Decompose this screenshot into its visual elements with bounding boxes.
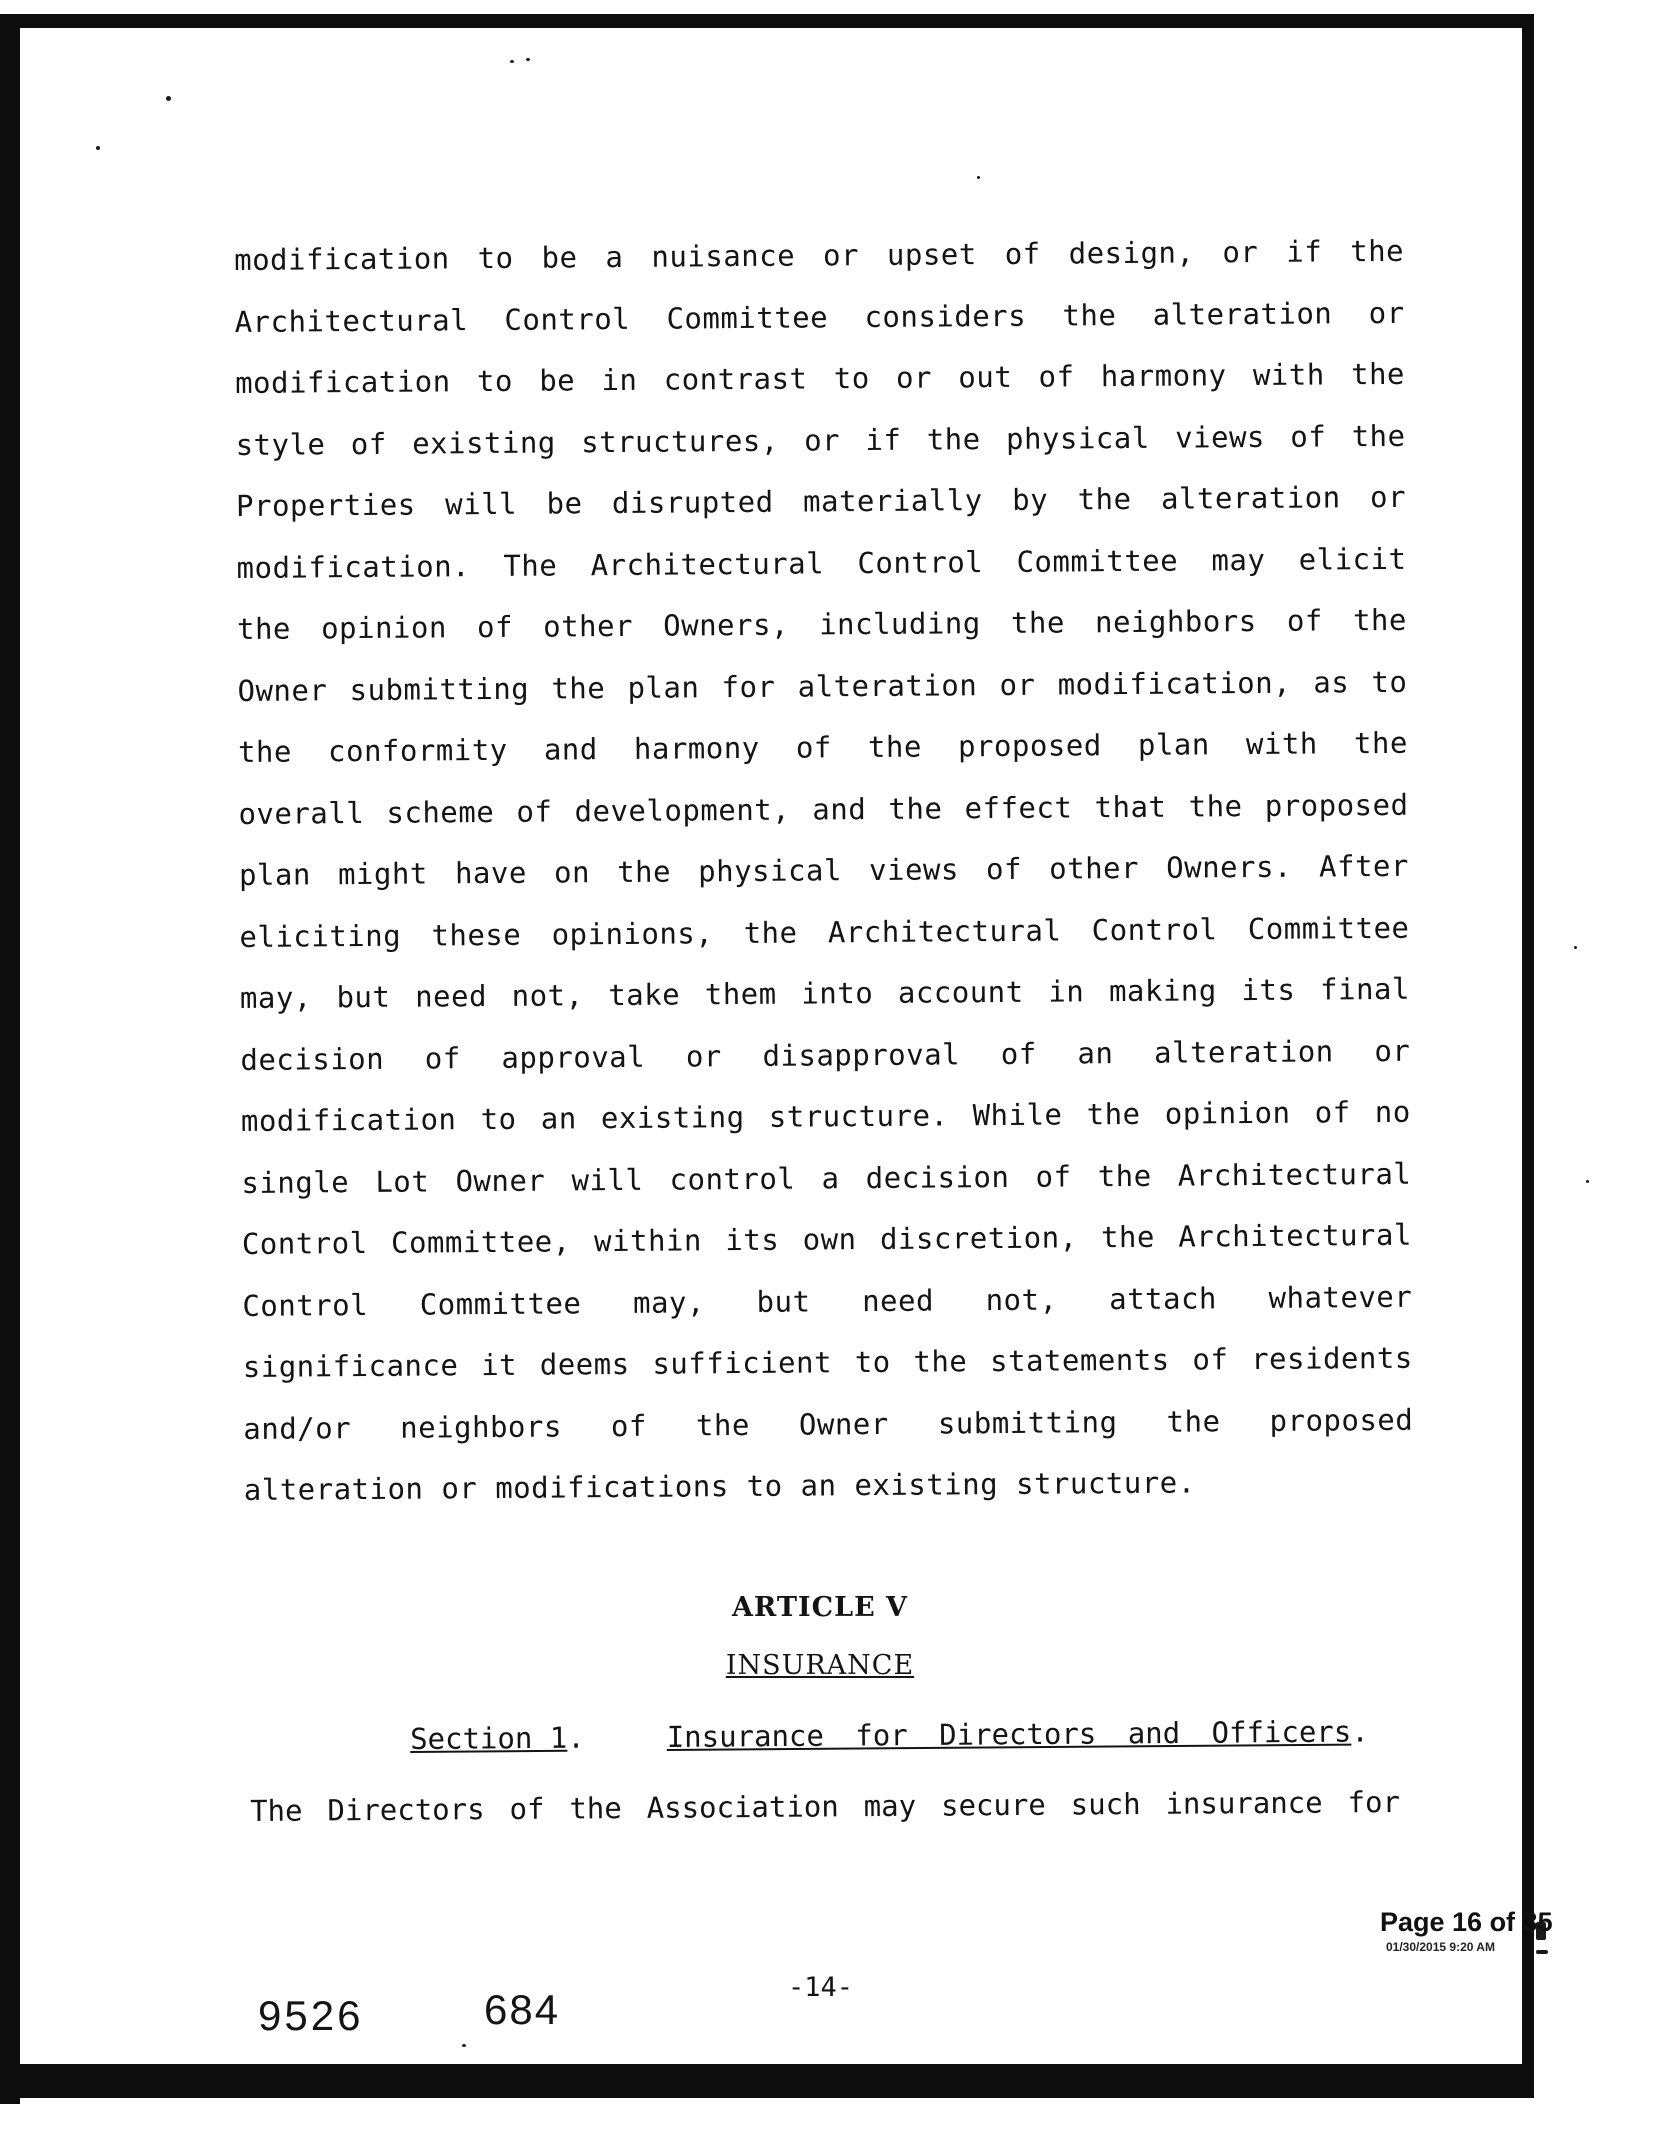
- section-body-line: The Directors of the Association may secure such insurance for: [250, 1784, 1401, 1828]
- body-line: the opinion of other Owners, including the neighbors of the: [236, 602, 1408, 646]
- body-line: modification to an existing structure. While the opinion of no: [240, 1094, 1411, 1138]
- body-line: single Lot Owner will control a decision of the Architectural: [241, 1156, 1412, 1200]
- body-line: overall scheme of development, and the effect that the proposed: [238, 787, 1409, 831]
- scan-speck: [166, 96, 171, 101]
- body-line: modification to be in contrast to or out of harmony with the: [234, 356, 1406, 400]
- body-line: Control Committee, within its own discretion, the Architectural: [241, 1217, 1412, 1261]
- body-line: the conformity and harmony of the proposed plan with the: [237, 725, 1408, 769]
- body-line: Architectural Control Committee considers the alteration or: [234, 295, 1405, 339]
- section-heading: [410, 1714, 1400, 1756]
- body-line: Owner submitting the plan for alteration or modification, as to: [237, 664, 1408, 708]
- scan-speck: [462, 2044, 466, 2047]
- body-line: eliciting these opinions, the Architectural Control Committee: [239, 910, 1410, 954]
- section-label-punct: .: [567, 1720, 585, 1755]
- body-line: Properties will be disrupted materially by the alteration or: [235, 479, 1407, 523]
- body-line: plan might have on the physical views of other Owners. After: [238, 848, 1410, 892]
- body-line: alteration or modifications to an existing structure.: [243, 1465, 1196, 1507]
- scan-speck: [96, 146, 100, 150]
- scan-border-top: [18, 14, 1533, 28]
- section-label: Section 1: [410, 1720, 568, 1756]
- scan-speck: [1574, 946, 1577, 949]
- body-line: modification. The Architectural Control Committee may elicit: [236, 541, 1407, 585]
- section-title-punct: .: [1351, 1714, 1369, 1749]
- scan-speck: [510, 60, 514, 63]
- scan-border-right: [1522, 14, 1534, 2084]
- article-title: INSURANCE: [725, 1650, 915, 1681]
- scan-speck: [977, 176, 980, 179]
- recording-page-number: 684: [484, 1986, 561, 2033]
- scan-speck: [526, 58, 530, 61]
- body-line: decision of approval or disapproval of an alteration or: [240, 1033, 1411, 1077]
- body-line: and/or neighbors of the Owner submitting the proposed: [243, 1402, 1414, 1446]
- page-stamp-date: 01/30/2015 9:20 AM: [1386, 1940, 1495, 1954]
- scan-border-bottom: [0, 2064, 1534, 2098]
- page-stamp: Page 16 of 35: [1380, 1907, 1553, 1937]
- body-line: style of existing structures, or if the physical views of the: [235, 418, 1406, 462]
- scan-speck: [1536, 1950, 1548, 1954]
- scan-border-left: [0, 14, 20, 2104]
- body-text: [234, 231, 1414, 1532]
- body-line: may, but need not, take them into account in making its final: [239, 971, 1411, 1015]
- body-line: Control Committee may, but need not, attach whatever: [242, 1279, 1413, 1323]
- article-heading: ARTICLE V: [731, 1592, 909, 1623]
- page-number: -14-: [788, 1972, 854, 2003]
- scan-speck: [1586, 1180, 1589, 1183]
- section-title: Insurance for Directors and Officers: [666, 1714, 1352, 1754]
- recording-book-number: 9526: [258, 1992, 364, 2039]
- body-line: significance it deems sufficient to the statements of residents: [242, 1340, 1413, 1384]
- body-line: modification to be a nuisance or upset of design, or if the: [234, 233, 1405, 277]
